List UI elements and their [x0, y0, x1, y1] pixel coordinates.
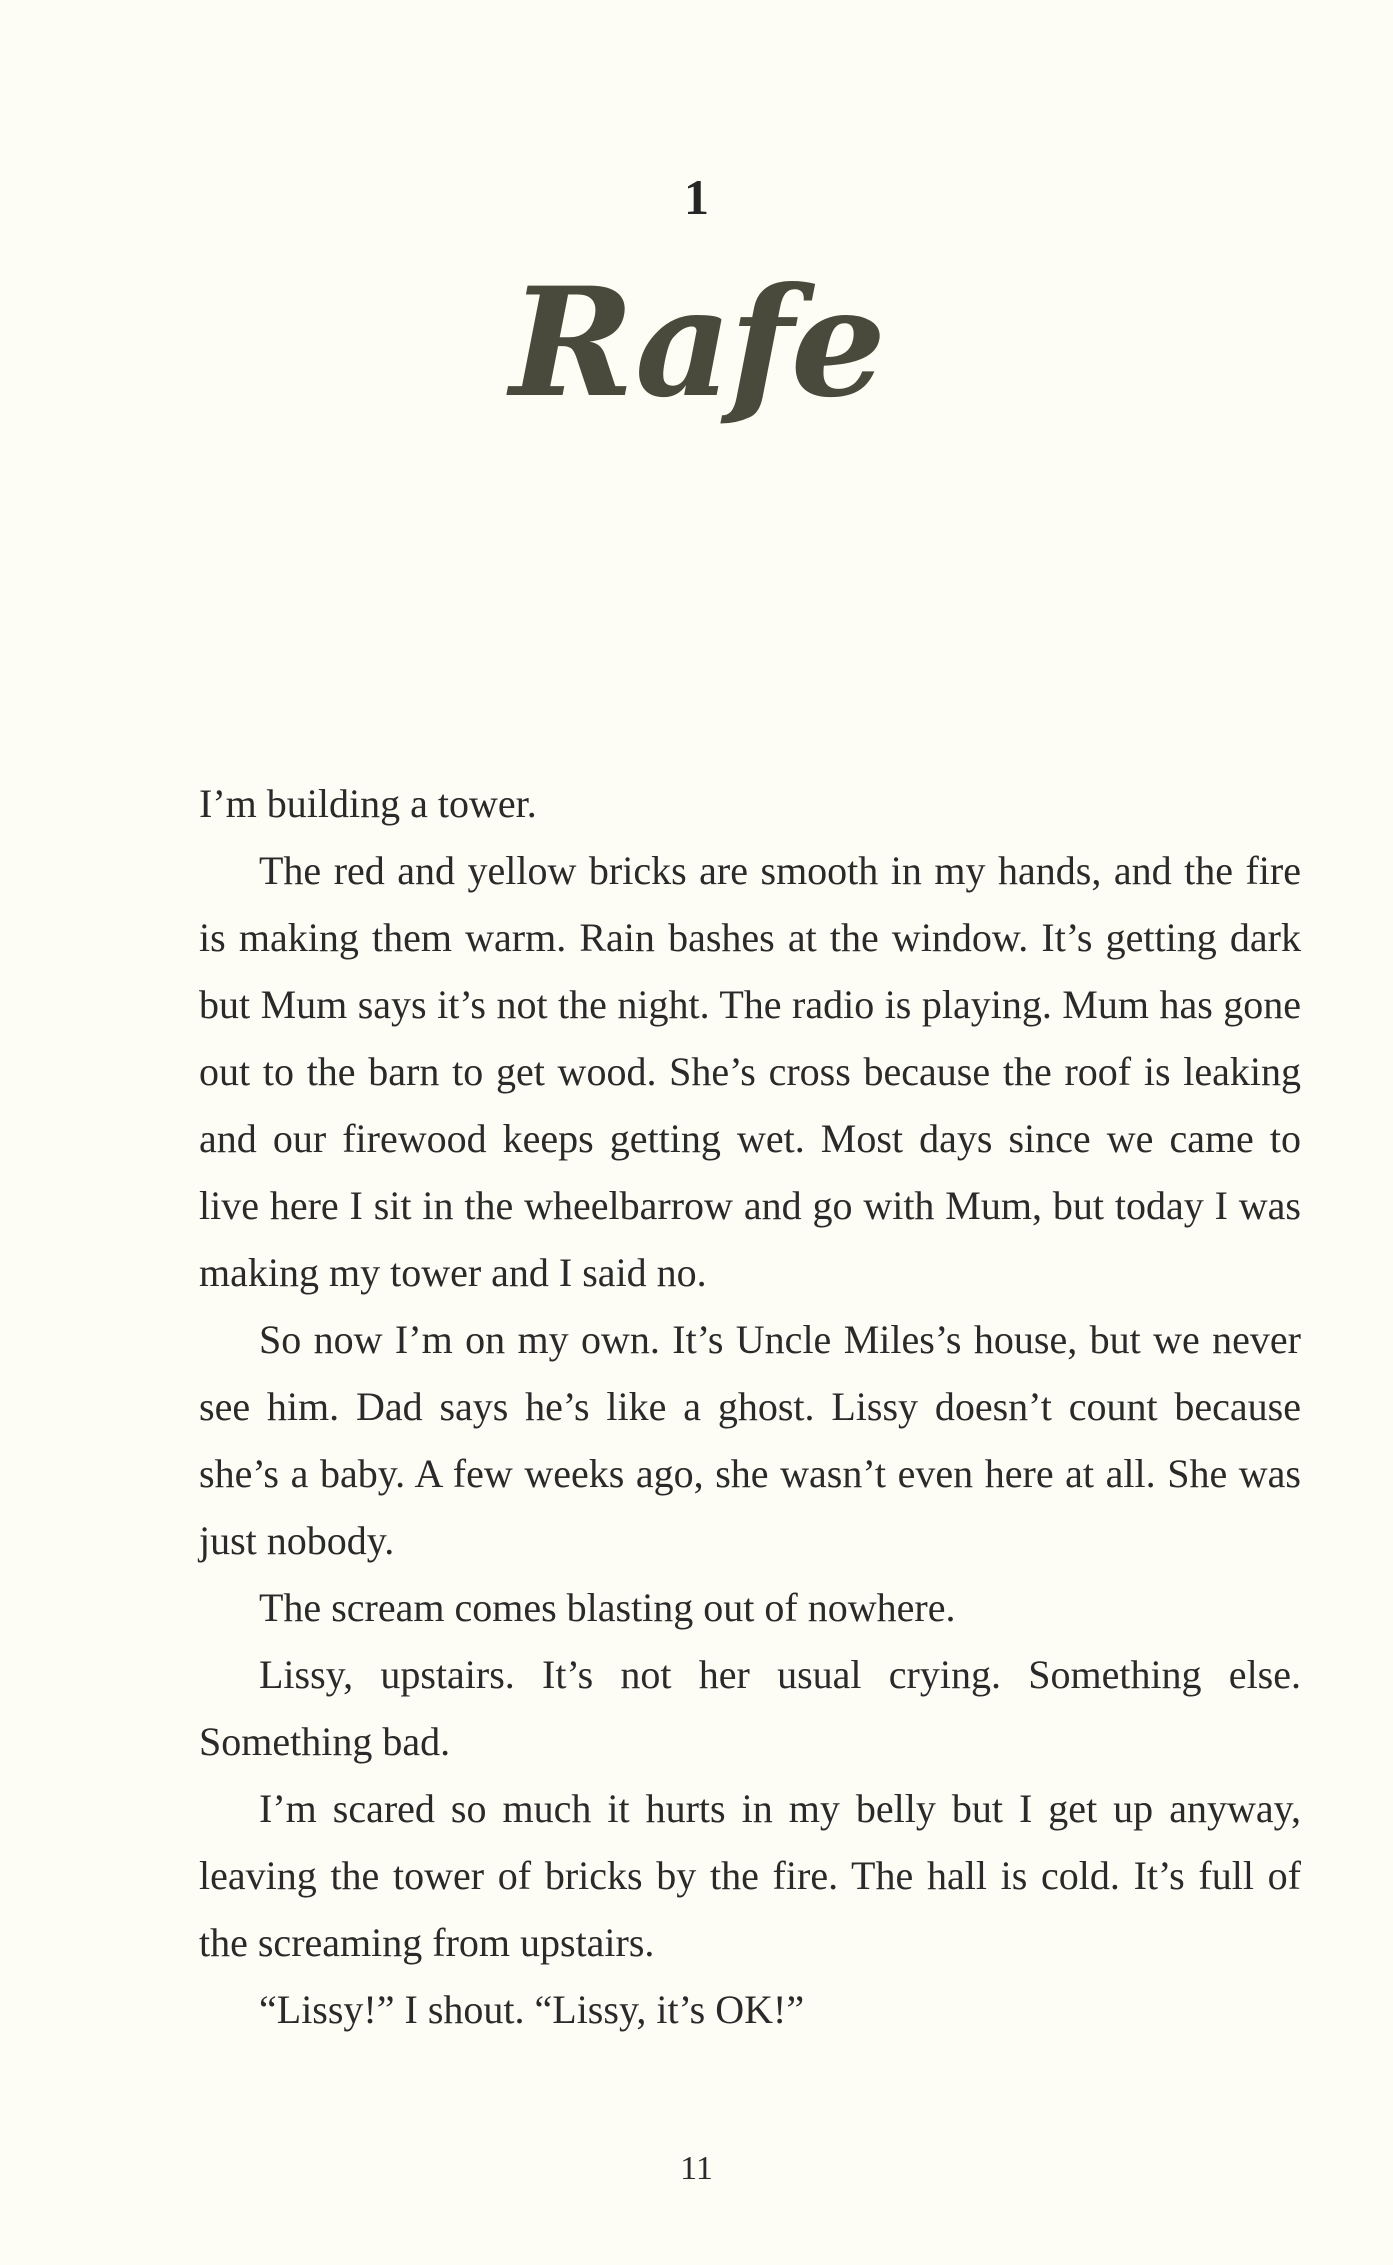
chapter-body [199, 770, 1301, 2043]
paragraph: “Lissy!” I shout. “Lissy, it’s OK!” [259, 1987, 805, 2032]
paragraph: The scream comes blasting out of nowhere. [259, 1585, 956, 1630]
paragraph: The red and yellow bricks are smooth in my hands, and the fire is making them warm. Rain bashes at the window. It’s getting dark but Mum says it’s not the night. The radio is playing. Mum has gone out to the barn to get wood. She’s cross because the roof is leaking and our firewood keeps getting wet. Most days since we came to live here I sit in the wheelbarrow and go with Mum, but today I was making my tower and I said no. [199, 848, 1301, 1295]
paragraph: I’m scared so much it hurts in my belly but I get up anyway, leaving the tower of bricks by the fire. The hall is cold. It’s full of the screaming from upstairs. [199, 1786, 1301, 1965]
chapter-number: 1 [684, 169, 709, 225]
paragraph: So now I’m on my own. It’s Uncle Miles’s house, but we never see him. Dad says he’s like a ghost. Lissy doesn’t count because she’s a baby. A few weeks ago, she wasn’t even here at all. She was just nobody. [199, 1317, 1301, 1563]
paragraph: I’m building a tower. [199, 781, 537, 826]
page-number: 11 [680, 2150, 713, 2187]
chapter-title: Rafe [509, 255, 884, 431]
paragraph: Lissy, upstairs. It’s not her usual crying. Something else. Something bad. [199, 1652, 1301, 1764]
